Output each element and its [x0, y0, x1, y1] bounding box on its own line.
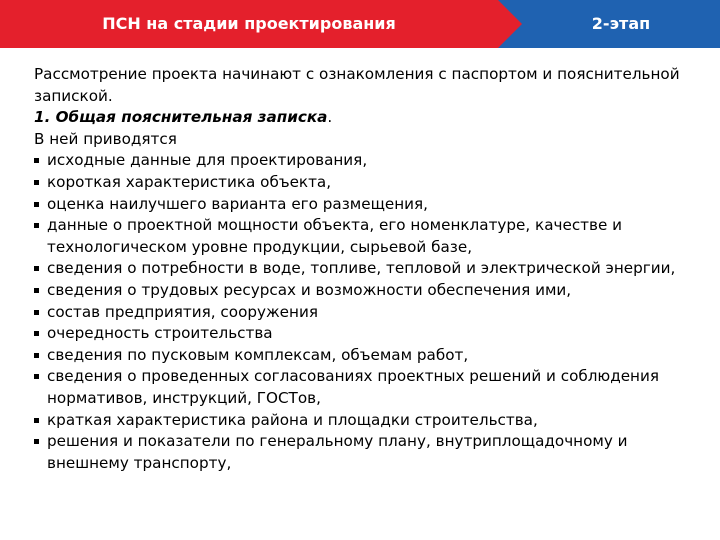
slide-header [0, 0, 720, 48]
list-item [34, 345, 706, 367]
list-item-text: сведения о проведенных согласованиях проектных решений и соблюдения нормативов, инструкций, ГОСТов, [47, 367, 659, 407]
header-arrow-icon [498, 0, 522, 48]
square-bullet-icon [34, 223, 39, 228]
square-bullet-icon [34, 266, 39, 271]
square-bullet-icon [34, 331, 39, 336]
list-item-text: оценка наилучшего варианта его размещения, [47, 194, 428, 213]
list-item-text: сведения о потребности в воде, топливе, тепловой и электрической энергии, [47, 259, 676, 278]
list-item [34, 150, 706, 172]
list-item [34, 366, 706, 409]
list-item [34, 172, 706, 194]
list-item-text: исходные данные для проектирования, [47, 151, 368, 170]
list-item [34, 323, 706, 345]
section-heading [34, 107, 706, 129]
square-bullet-icon [34, 418, 39, 423]
bullet-list [34, 150, 706, 474]
list-item-text: очередность строительства [47, 324, 273, 343]
list-item-text: краткая характеристика района и площадки строительства, [47, 410, 538, 429]
square-bullet-icon [34, 353, 39, 358]
square-bullet-icon [34, 439, 39, 444]
square-bullet-icon [34, 158, 39, 163]
list-item-text: короткая характеристика объекта, [47, 172, 332, 191]
square-bullet-icon [34, 180, 39, 185]
list-item [34, 431, 706, 474]
list-item [34, 302, 706, 324]
list-lead: В ней приводятся [34, 129, 177, 148]
square-bullet-icon [34, 374, 39, 379]
list-item-text: сведения о трудовых ресурсах и возможности обеспечения ими, [47, 280, 572, 299]
stage-label: 2-этап [591, 14, 651, 33]
intro-paragraph: Рассмотрение проекта начинают с ознакомления с паспортом и пояснительной запиской. [34, 65, 680, 105]
list-item [34, 280, 706, 302]
section-heading-text: 1. Общая пояснительная записка [34, 108, 328, 127]
slide-body [34, 64, 706, 474]
list-item-text: состав предприятия, сооружения [47, 302, 318, 321]
list-item [34, 410, 706, 432]
square-bullet-icon [34, 310, 39, 315]
slide-title: ПСН на стадии проектирования [102, 14, 396, 33]
list-item-text: решения и показатели по генеральному плану, внутриплощадочному и внешнему транспорту, [47, 432, 628, 472]
list-item-text: данные о проектной мощности объекта, его номенклатуре, качестве и технологическом уровне продукции, сырьевой базе, [47, 216, 623, 256]
list-item-text: сведения по пусковым комплексам, объемам работ, [47, 345, 469, 364]
square-bullet-icon [34, 288, 39, 293]
list-item [34, 194, 706, 216]
section-heading-period: . [327, 108, 333, 127]
square-bullet-icon [34, 202, 39, 207]
list-item [34, 215, 706, 258]
list-item [34, 258, 706, 280]
